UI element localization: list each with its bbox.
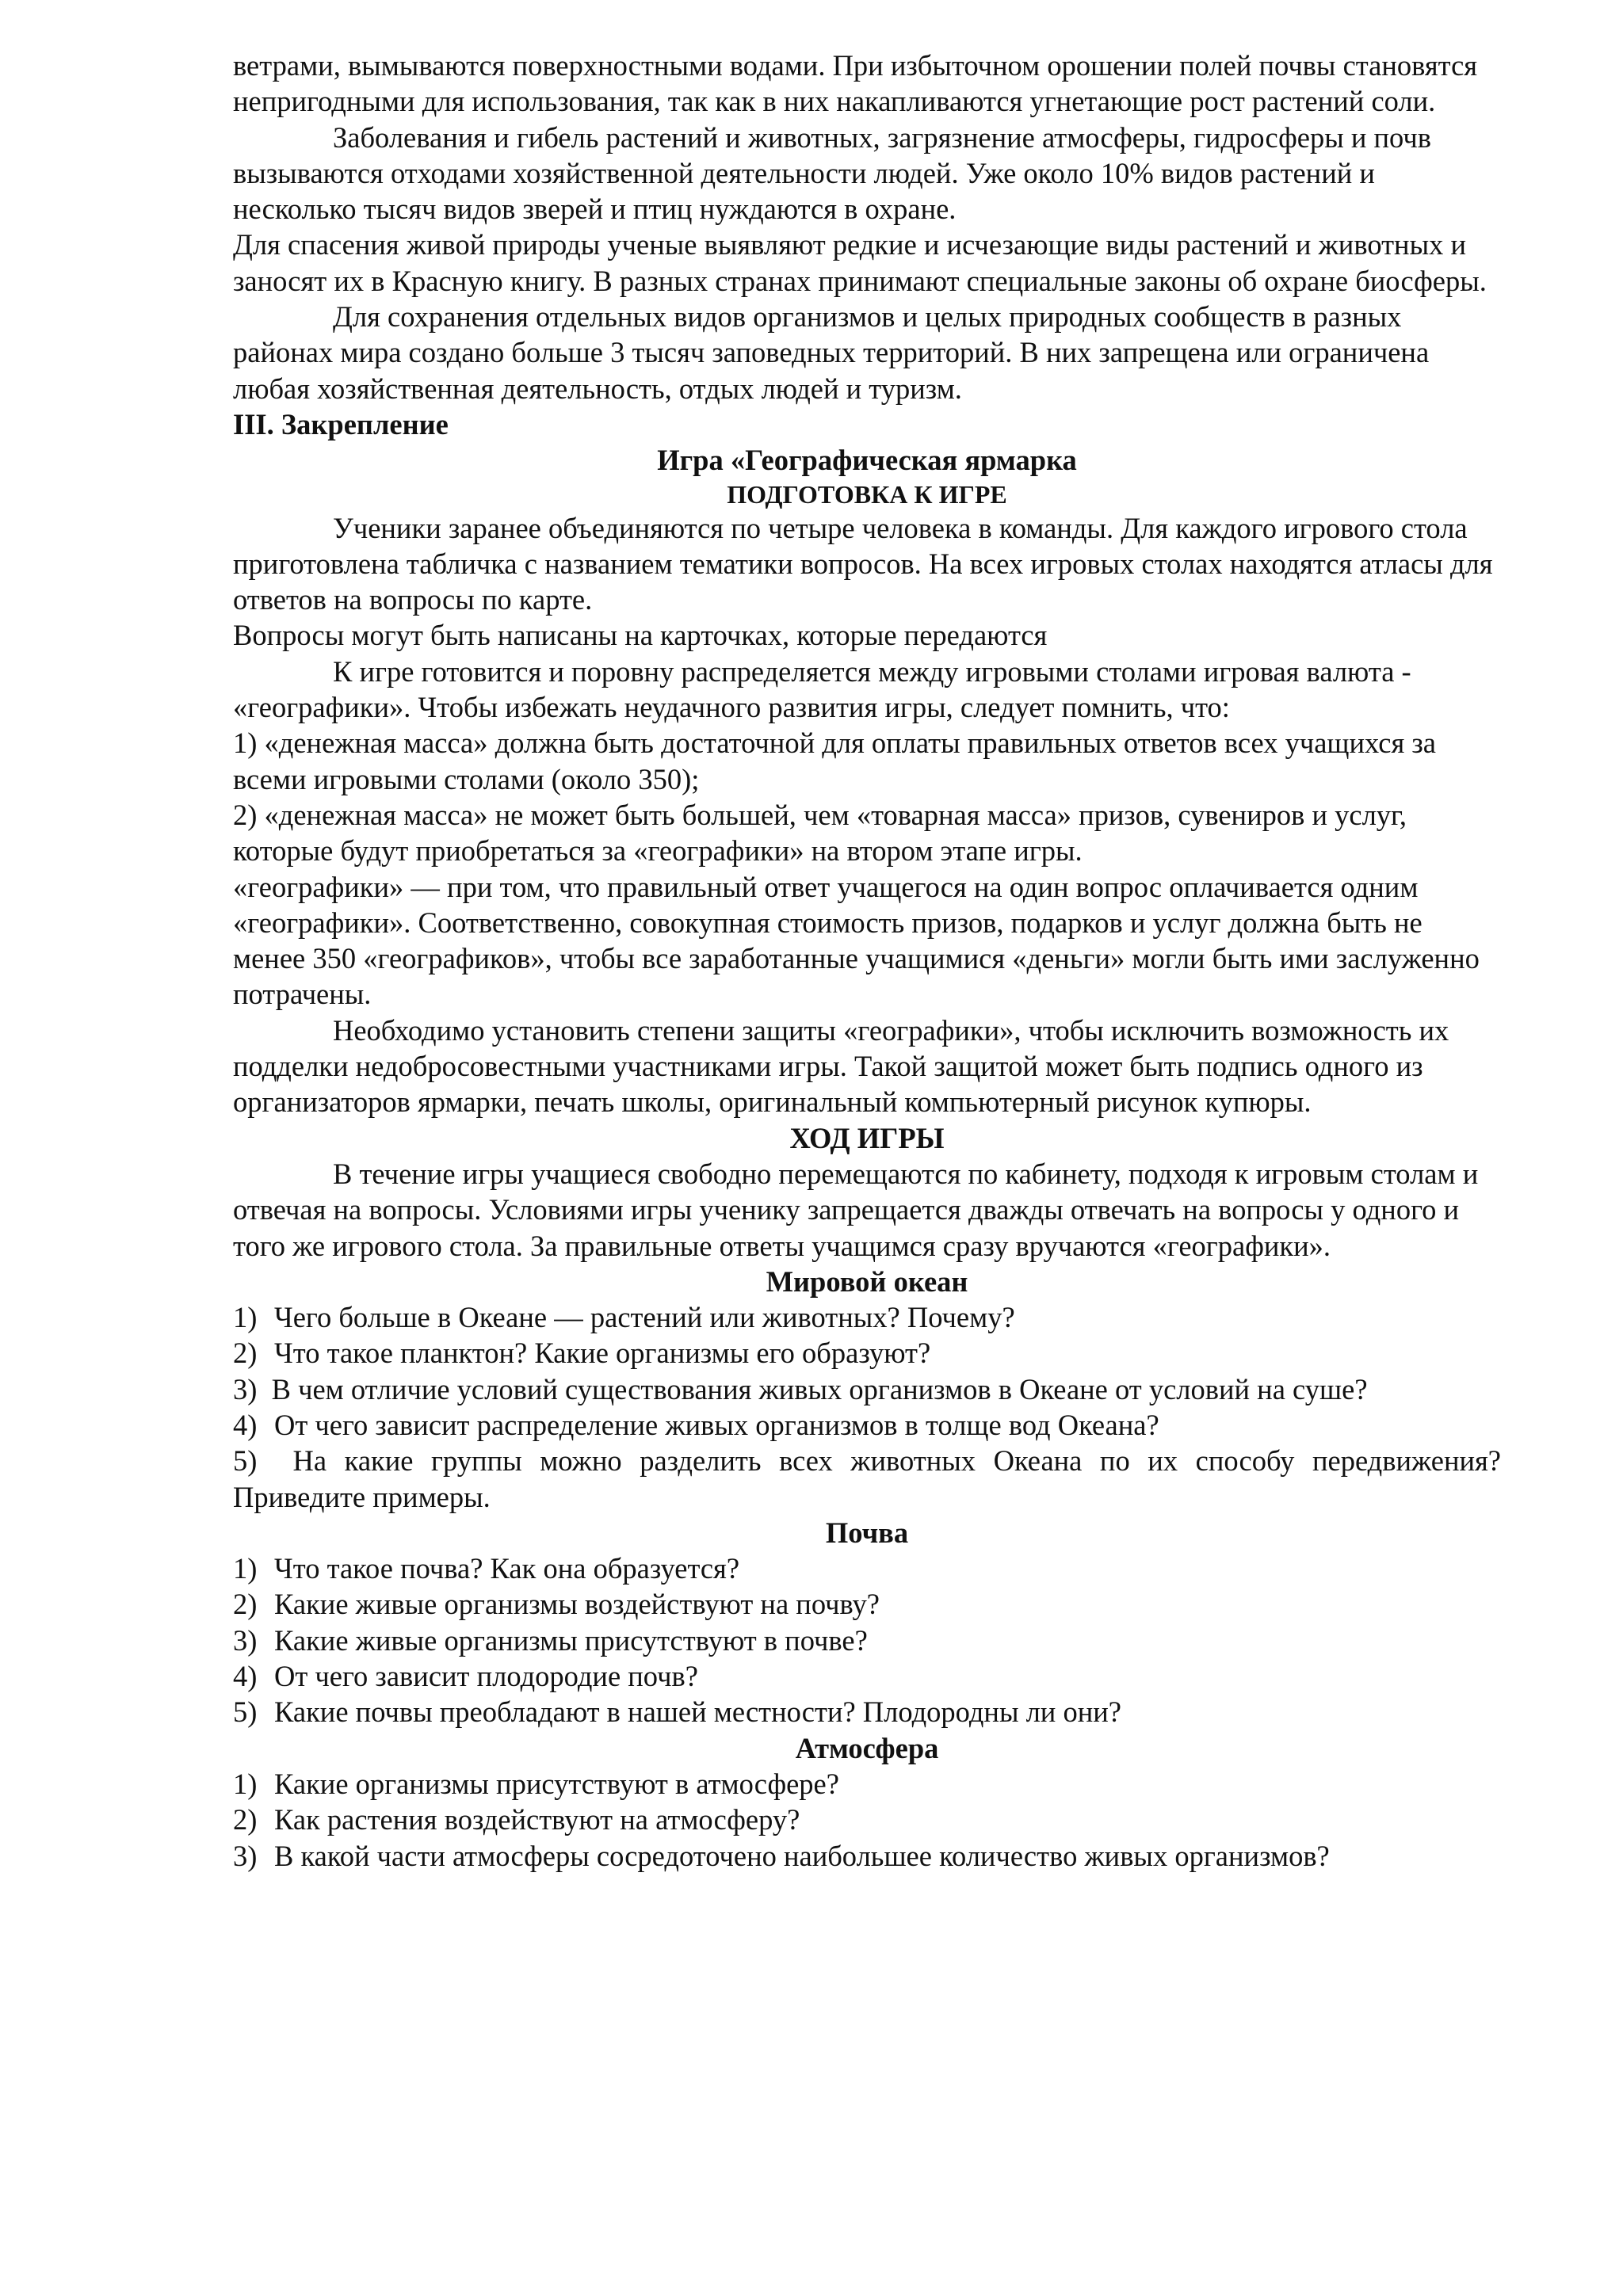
section-heading: III. Закрепление (233, 407, 449, 441)
question-item (233, 1658, 1501, 1694)
topic-title-soil: Почва (825, 1516, 909, 1549)
question-number: 5) (233, 1444, 258, 1478)
prep-paragraph-2: Вопросы могут быть написаны на карточках, которые передаются (233, 619, 1048, 652)
intro-paragraph-4: Для сохранения отдельных видов организмов и целых природных сообществ в разных районах мира создано больше 3 тысяч заповедных территорий. В них запрещена или ограничена любая хозяйственная деятельность, отдых людей и туризм. (233, 300, 1430, 405)
question-item (233, 1623, 1501, 1658)
question-item (233, 1299, 1501, 1335)
question-item (233, 1586, 1501, 1622)
question-text: На какие группы можно разделить всех животных Океана по их способу передвижения? Приведите примеры. (233, 1444, 1501, 1513)
question-text: Что такое почва? Как она образуется? (274, 1552, 740, 1585)
question-number: 3) (233, 1623, 258, 1657)
topic-title-atmosphere: Атмосфера (795, 1731, 939, 1764)
prep-paragraph-3: К игре готовится и поровну распределяется между игровыми столами игровая валюта - «географики». Чтобы избежать неудачного развития игры, следует помнить, что: (233, 654, 1411, 724)
question-text: От чего зависит распределение живых организмов в толще вод Океана? (274, 1408, 1159, 1441)
course-paragraph-1: В течение игры учащиеся свободно перемещаются по кабинету, подходя к игровым столам и отвечая на вопросы. Условиями игры ученику запрещается дважды отвечать на вопросы у одного и того же игрового стола. За правильные ответы учащимся сразу вручаются «географики». (233, 1157, 1479, 1262)
prep-paragraph-5: Необходимо установить степени защиты «географики», чтобы исключить возможность их подделки недобросовестными участниками игры. Такой защитой может быть подпись одного из организаторов ярмарки, печать школы, оригинальный компьютерный рисунок купюры. (233, 1013, 1449, 1119)
question-item (233, 1838, 1501, 1874)
question-number: 5) (233, 1695, 258, 1729)
prep-paragraph-1: Ученики заранее объединяются по четыре человека в команды. Для каждого игрового стола приготовлена табличка с названием тематики вопросов. На всех игровых столах находятся атласы для ответов на вопросы по карте. (233, 511, 1493, 616)
intro-paragraph-1: ветрами, вымываются поверхностными водами. При избыточном орошении полей почвы становятся непригодными для использования, так как в них накапливаются угнетающие рост растений соли. (233, 49, 1478, 118)
question-text: Какие почвы преобладают в нашей местности? Плодородны ли они? (274, 1695, 1121, 1729)
question-text: Какие живые организмы воздействуют на почву? (274, 1588, 880, 1621)
question-number: 1) (233, 1767, 258, 1800)
question-number: 1) (233, 1552, 258, 1585)
question-item-wrapped (233, 1443, 1501, 1515)
question-number: 4) (233, 1408, 258, 1441)
question-text: Какие живые организмы присутствуют в почве? (274, 1623, 868, 1657)
game-title: Игра «Географическая ярмарка (657, 444, 1077, 477)
intro-paragraph-3: Для спасения живой природы ученые выявляют редкие и исчезающие виды растений и животных и заносят их в Красную книгу. В разных странах принимают специальные законы об охране биосферы. (233, 228, 1487, 297)
question-text: Чего больше в Океане — растений или животных? Почему? (274, 1301, 1015, 1334)
question-item (233, 1802, 1501, 1837)
intro-paragraph-2: Заболевания и гибель растений и животных, загрязнение атмосферы, гидросферы и почв вызываются отходами хозяйственной деятельности людей. Уже около 10% видов растений и несколько тысяч видов зверей и птиц нуждаются в охране. (233, 120, 1431, 226)
question-number: 2) (233, 1803, 258, 1836)
question-number: 4) (233, 1660, 258, 1693)
question-item (233, 1335, 1501, 1371)
question-item (233, 1766, 1501, 1802)
topic-title-ocean: Мировой океан (766, 1264, 968, 1298)
question-item-wrapped (233, 1371, 1501, 1407)
question-text: В какой части атмосферы сосредоточено наибольшее количество живых организмов? (274, 1839, 1330, 1872)
question-text: От чего зависит плодородие почв? (274, 1660, 698, 1693)
course-heading: ХОД ИГРЫ (789, 1121, 945, 1154)
rule-2: 2) «денежная масса» не может быть большей, чем «товарная масса» призов, сувениров и услуг, которые будут приобретаться за «географики» на втором этапе игры. (233, 798, 1407, 868)
prep-heading: ПОДГОТОВКА К ИГРЕ (727, 479, 1007, 509)
question-text: Что такое планктон? Какие организмы его образуют? (274, 1337, 931, 1370)
question-item (233, 1694, 1501, 1730)
question-number: 3) (233, 1372, 258, 1405)
question-text: В чем отличие условий существования живых организмов в Океане от условий на суше? (271, 1372, 1368, 1405)
question-number: 2) (233, 1337, 258, 1370)
question-text: Какие организмы присутствуют в атмосфере? (274, 1767, 839, 1800)
document-page (233, 48, 1501, 1874)
question-item (233, 1407, 1501, 1443)
question-item (233, 1550, 1501, 1586)
question-text: Как растения воздействуют на атмосферу? (274, 1803, 800, 1836)
rule-1: 1) «денежная масса» должна быть достаточной для оплаты правильных ответов всех учащихся за всеми игровыми столами (около 350); (233, 727, 1436, 795)
question-number: 3) (233, 1839, 258, 1872)
prep-paragraph-4: «географики» — при том, что правильный ответ учащегося на один вопрос оплачивается одним «географики». Соответственно, совокупная стоимость призов, подарков и услуг должна быть не менее 350 «географиков», чтобы все заработанные учащимися «деньги» могли быть ими заслуженно потрачены. (233, 870, 1480, 1011)
question-number: 2) (233, 1588, 258, 1621)
question-number: 1) (233, 1301, 258, 1334)
